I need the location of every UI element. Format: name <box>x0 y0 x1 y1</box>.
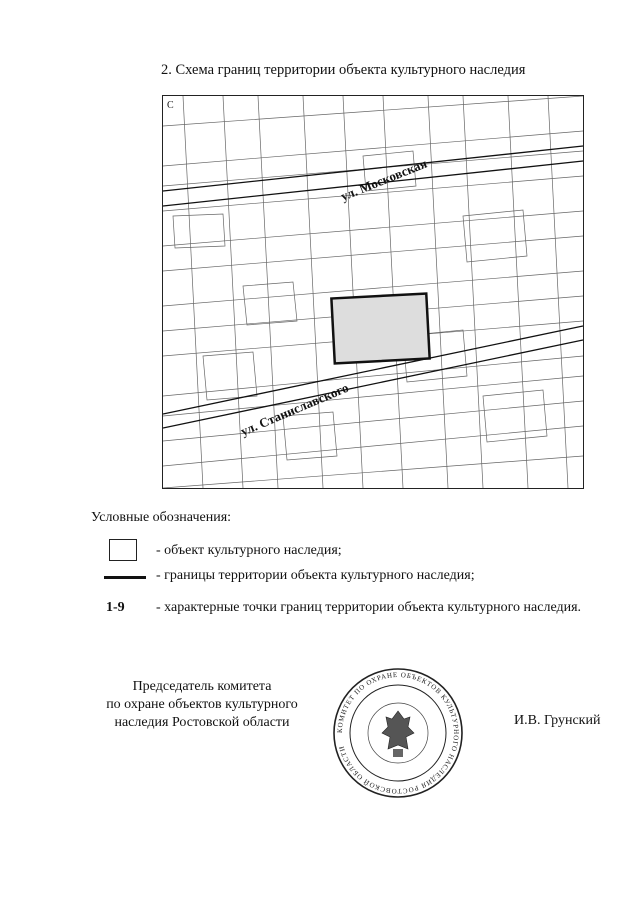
page-title: 2. Схема границ территории объекта культурного наследия <box>161 62 526 78</box>
seal-text: КОМИТЕТ ПО ОХРАНЕ ОБЪЕКТОВ КУЛЬТУРНОГО НАСЛЕДИЯ РОСТОВСКОЙ ОБЛАСТИ <box>335 670 461 796</box>
legend-symbol-line <box>104 576 146 579</box>
coat-of-arms-icon <box>382 711 414 749</box>
legend-symbol-points: 1-9 <box>106 600 125 615</box>
signatory-name: И.В. Грунский <box>514 713 601 728</box>
legend-heading: Условные обозначения: <box>91 510 232 525</box>
street-label-moskovskaya: ул. Московская <box>338 155 430 204</box>
legend-text-object: - объект культурного наследия; <box>156 543 342 558</box>
legend-text-points: - характерные точки границ территории объекта культурного наследия. <box>156 600 582 615</box>
legend-symbol-box <box>109 539 137 561</box>
map-corner-label: С <box>167 100 174 111</box>
signatory-title: Председатель комитета по охране объектов культурного наследия Ростовской области <box>106 679 298 730</box>
street-label-stanislavskogo: ул. Станиславского <box>238 379 351 439</box>
boundary-map <box>162 95 584 489</box>
official-seal <box>330 665 466 801</box>
legend-text-boundary: - границы территории объекта культурного наследия; <box>156 568 475 583</box>
map-drawing <box>163 96 583 488</box>
